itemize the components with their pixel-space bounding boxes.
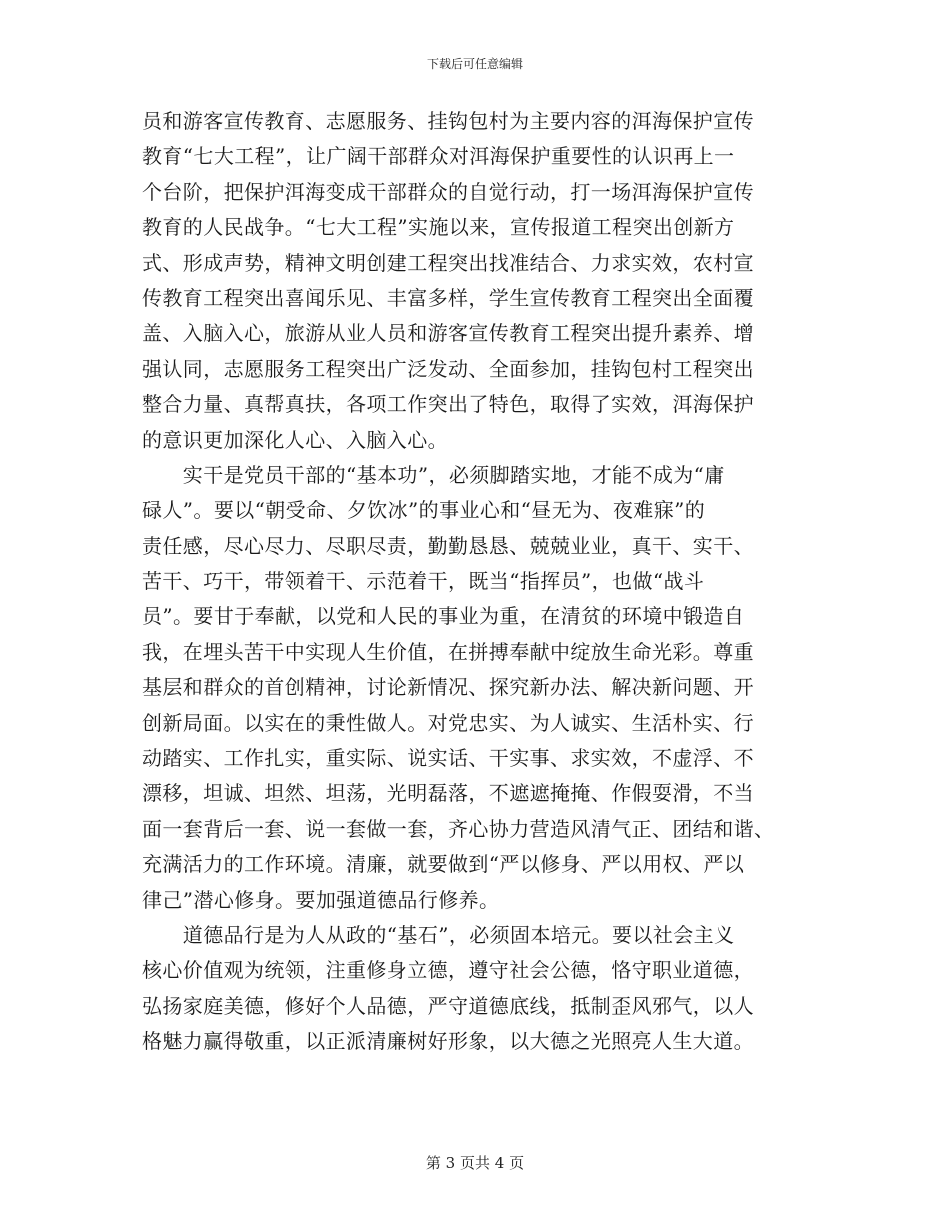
text-line: 传教育工程突出喜闻乐见、丰富多样，学生宣传教育工程突出全面覆 bbox=[142, 285, 754, 310]
page-header: 下载后可任意编辑 bbox=[426, 57, 523, 71]
text-line: 核心价值观为统领，注重修身立德，遵守社会公德，恪守职业道德， bbox=[142, 958, 754, 983]
text-line: 员和游客宣传教育、志愿服务、挂钩包村为主要内容的洱海保护宣传 bbox=[142, 109, 754, 133]
text-line: 动踏实、工作扎实，重实际、说实话、干实事、求实效，不虚浮、不 bbox=[142, 746, 754, 771]
text-line: 苦干、巧干，带领着干、示范着干，既当“指挥员”，也做“战斗 bbox=[142, 569, 705, 594]
text-line: 个台阶，把保护洱海变成干部群众的自觉行动，打一场洱海保护宣传 bbox=[142, 179, 754, 204]
text-line: 式、形成声势，精神文明创建工程突出找准结合、力求实效，农村宣 bbox=[142, 250, 754, 275]
text-line: 基层和群众的首创精神，讨论新情况、探究新办法、解决新问题、开 bbox=[142, 675, 754, 700]
text-line: 实干是党员干部的“基本功”，必须脚踏实地，才能不成为“庸 bbox=[142, 462, 725, 487]
text-line: 我，在埋头苦干中实现人生价值，在拼搏奉献中绽放生命光彩。尊重 bbox=[142, 639, 754, 664]
text-line: 律己”潜心修身。要加强道德品行修养。 bbox=[142, 887, 500, 912]
text-line: 的意识更加深化人心、入脑入心。 bbox=[142, 427, 448, 452]
text-line: 教育的人民战争。“七大工程”实施以来，宣传报道工程突出创新方 bbox=[142, 215, 735, 240]
text-line: 责任感，尽心尽力、尽职尽责，勤勤恳恳、兢兢业业，真干、实干、 bbox=[142, 533, 754, 558]
text-line: 面一套背后一套、说一套做一套，齐心协力营造风清气正、团结和谐、 bbox=[142, 816, 775, 841]
text-line: 充满活力的工作环境。清廉，就要做到“严以修身、严以用权、严以 bbox=[142, 852, 745, 877]
text-line: 整合力量、真帮真扶，各项工作突出了特色，取得了实效，洱海保护 bbox=[142, 392, 754, 417]
text-line: 弘扬家庭美德，修好个人品德，严守道德底线，抵制歪风邪气，以人 bbox=[142, 993, 754, 1018]
text-line: 漂移，坦诚、坦然、坦荡，光明磊落，不遮遮掩掩、作假耍滑，不当 bbox=[142, 781, 754, 806]
document-body bbox=[142, 104, 810, 1060]
text-line: 员”。要甘于奉献，以党和人民的事业为重，在清贫的环境中锻造自 bbox=[142, 604, 745, 629]
text-line: 强认同，志愿服务工程突出广泛发动、全面参加，挂钩包村工程突出 bbox=[142, 356, 754, 381]
text-line: 道德品行是为人从政的“基石”，必须固本培元。要以社会主义 bbox=[142, 922, 735, 947]
page-footer: 第 3 页共 4 页 bbox=[425, 1154, 525, 1172]
text-line: 盖、入脑入心，旅游从业人员和游客宣传教育工程突出提升素养、增 bbox=[142, 321, 754, 346]
text-line: 教育“七大工程”，让广阔干部群众对洱海保护重要性的认识再上一 bbox=[142, 144, 735, 169]
text-line: 格魅力赢得敬重，以正派清廉树好形象，以大德之光照亮人生大道。 bbox=[142, 1029, 754, 1054]
text-line: 碌人”。要以“朝受命、夕饮冰”的事业心和“昼无为、夜难寐”的 bbox=[142, 498, 706, 523]
text-line: 创新局面。以实在的秉性做人。对党忠实、为人诚实、生活朴实、行 bbox=[142, 710, 754, 735]
